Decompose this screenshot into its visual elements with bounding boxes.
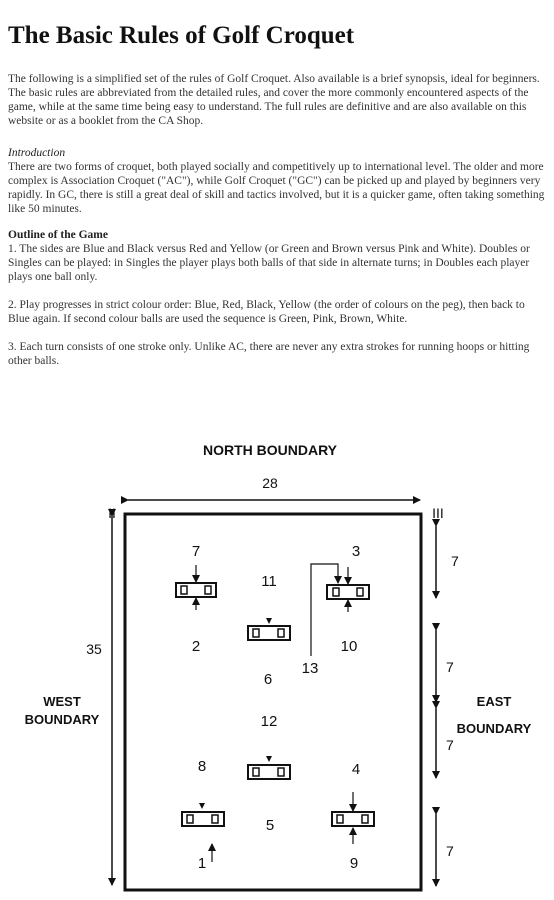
intro-paragraph: The following is a simplified set of the rules of Golf Croquet. Also available is a brief synopsis, ideal for beginners. The basic rules are abbreviated from the detailed rules, and cover the more commonly encountered aspects of the game, while at the same time being easy to understand. The full rules are definitive and are also available on this website or as a booklet from the CA Shop.: [8, 73, 540, 127]
hoop-number-9: 9: [349, 855, 359, 872]
west-boundary-label-2: BOUNDARY: [24, 712, 100, 727]
hoop-number-12: 12: [260, 713, 278, 730]
outline-heading: Outline of the Game: [8, 229, 108, 241]
hoop-number-4: 4: [351, 761, 361, 778]
introduction-heading: Introduction: [8, 147, 66, 159]
hoop-number-6: 6: [263, 671, 273, 688]
east-boundary-label: EAST: [476, 694, 512, 709]
height-label: 35: [86, 641, 102, 657]
east-dim-label-3: 7: [446, 737, 454, 753]
hoop-number-1: 1: [197, 855, 207, 872]
document-page: [8, 0, 546, 368]
east-dim-label-1: 7: [451, 553, 459, 569]
hoop-number-13: 13: [301, 660, 319, 677]
rule-2: 2. Play progresses in strict colour order: Blue, Red, Black, Yellow (the order of colours on the peg), then back to Blue again. If second colour balls are used the sequence is Green, Pink, Brown, White.: [8, 299, 525, 325]
rule-1: 1. The sides are Blue and Black versus Red and Yellow (or Green and Brown versus Pink and White). Doubles or Singles can be played: in Singles the player plays both balls of that side in alternate turns; in Doubles each player plays one ball only.: [8, 243, 530, 283]
width-label: 28: [262, 475, 278, 491]
west-boundary-label: WEST: [43, 694, 81, 709]
page-title: The Basic Rules of Golf Croquet: [8, 22, 355, 49]
hoop-bottom-left: [182, 803, 224, 826]
corner-label-ii: II: [108, 505, 116, 521]
outline-section: [8, 228, 546, 368]
east-boundary-label-2: BOUNDARY: [456, 721, 532, 736]
corner-label-iii: III: [432, 505, 444, 521]
hoop-number-11: 11: [261, 573, 277, 590]
hoop-number-10: 10: [340, 638, 358, 655]
hoop-number-8: 8: [197, 758, 207, 775]
introduction-section: [8, 146, 546, 216]
hoop-2-top-right: [327, 567, 369, 612]
east-dim-label-4: 7: [446, 843, 454, 859]
rule-3: 3. Each turn consists of one stroke only. Unlike AC, there are never any extra strokes for running hoops or hitting other balls.: [8, 341, 530, 367]
hoop-number-5: 5: [265, 817, 275, 834]
introduction-text: There are two forms of croquet, both played socially and competitively up to international level. The older and more complex is Association Croquet ("AC"), while Golf Croquet ("GC") can be picked up and played by beginners very rapidly. In GC, there is still a great deal of skill and tactics involved, but it is a quicker game, often taking something like 50 minutes.: [8, 161, 545, 215]
hoop-centre-upper: [248, 618, 290, 640]
hoop-number-7: 7: [191, 543, 201, 560]
north-boundary-label: NORTH BOUNDARY: [202, 442, 338, 458]
hoop-centre-lower: [248, 756, 290, 779]
court-diagram: [0, 430, 554, 900]
hoop-bottom-right: [332, 792, 374, 844]
east-dim-label-2: 7: [446, 659, 454, 675]
hoop-number-3: 3: [351, 543, 361, 560]
hoop-1-top-left: [176, 565, 216, 610]
hoop-13-path: [311, 564, 338, 656]
hoop-number-2: 2: [191, 638, 201, 655]
